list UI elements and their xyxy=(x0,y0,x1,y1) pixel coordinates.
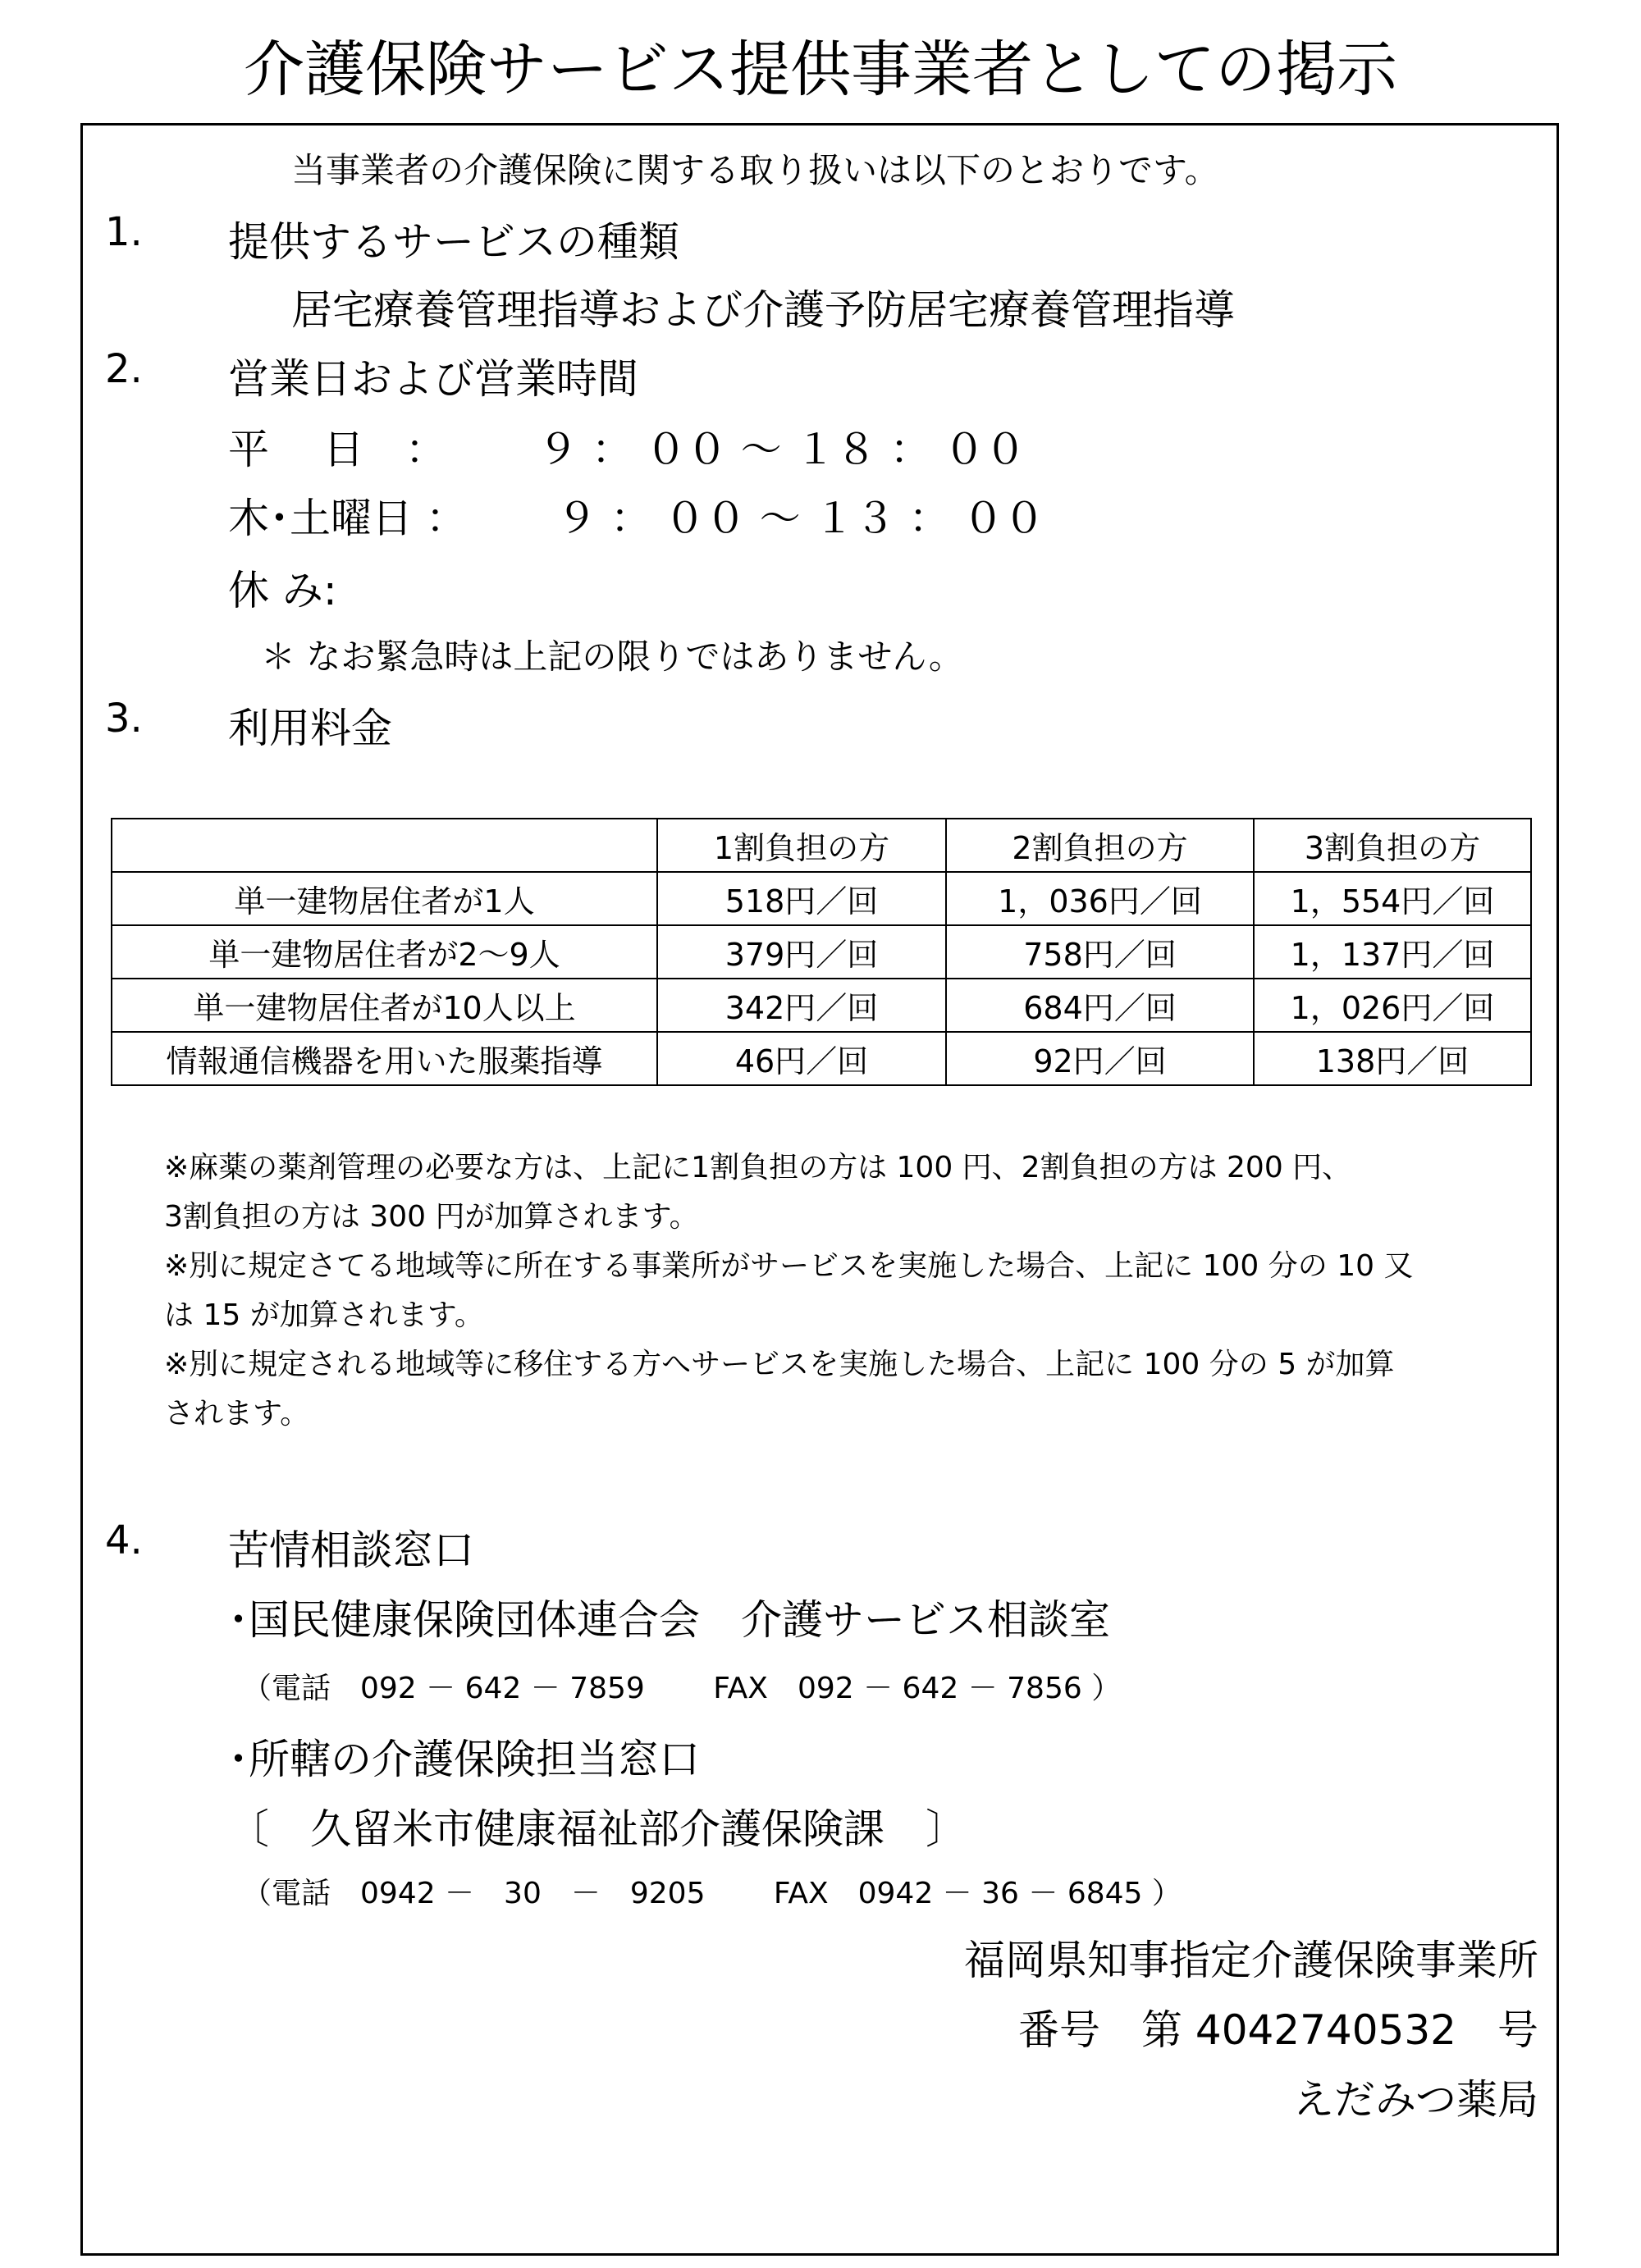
table-cell: 単一建物居住者が2～9人 xyxy=(112,925,657,979)
section3-number: 3. xyxy=(105,696,143,742)
table-header-cell xyxy=(112,819,657,872)
weekday-hours: ９ ： ００ ～ １８ ： ００ xyxy=(537,426,1026,473)
thu-sat-hours: ９ ： ００ ～ １３ ： ００ xyxy=(556,495,1045,542)
table-cell: 46円／回 xyxy=(657,1032,946,1085)
table-cell: 684円／回 xyxy=(946,979,1254,1032)
holiday-label: 休 み: xyxy=(228,567,337,614)
table-row xyxy=(112,925,1531,979)
table-row xyxy=(112,979,1531,1032)
section4-number: 4. xyxy=(105,1517,143,1563)
org1-name: ･国民健康保険団体連合会 介護サービス相談室 xyxy=(228,1596,1110,1644)
org2-office: 〔 久留米市健康福祉部介護保険課 〕 xyxy=(228,1805,967,1853)
table-cell: 758円／回 xyxy=(946,925,1254,979)
section1-heading: 提供するサービスの種類 xyxy=(228,218,679,266)
section1-content: 居宅療養管理指導および介護予防居宅療養管理指導 xyxy=(291,286,1235,334)
section2-heading: 営業日および営業時間 xyxy=(228,355,638,403)
table-cell: 342円／回 xyxy=(657,979,946,1032)
table-cell: 518円／回 xyxy=(657,872,946,925)
designation-text: 福岡県知事指定介護保険事業所 xyxy=(964,1937,1538,1984)
table-cell: 1，554円／回 xyxy=(1254,872,1531,925)
org2-name: ･所轄の介護保険担当窓口 xyxy=(228,1736,700,1783)
fee-note-line: ※別に規定される地域等に移住する方へサービスを実施した場合、上記に 100 分の 5 が加算 xyxy=(164,1348,1395,1381)
table-header-cell: 3割負担の方 xyxy=(1254,819,1531,872)
table-cell: 1，026円／回 xyxy=(1254,979,1531,1032)
weekday-label: 平 日 ： xyxy=(228,426,446,473)
fee-note-line: されます。 xyxy=(164,1397,310,1431)
org1-contact: （電話 092 － 642 － 7859 FAX 092 － 642 － 7856 ） xyxy=(242,1672,1122,1705)
fee-note-line: ※麻薬の薬剤管理の必要な方は、上記に1割負担の方は 100 円、2割負担の方は 200 円、 xyxy=(164,1151,1352,1184)
section2-number: 2. xyxy=(105,346,143,392)
table-row xyxy=(112,1032,1531,1085)
table-cell: 379円／回 xyxy=(657,925,946,979)
table-cell: 138円／回 xyxy=(1254,1032,1531,1085)
intro-text: 当事業者の介護保険に関する取り扱いは以下のとおりです。 xyxy=(291,150,1219,190)
fee-note-line: ※別に規定さてる地域等に所在する事業所がサービスを実施した場合、上記に 100 分の 10 又 xyxy=(164,1249,1414,1283)
table-cell: 単一建物居住者が10人以上 xyxy=(112,979,657,1032)
emergency-note: ＊ なお緊急時は上記の限りではありません。 xyxy=(261,637,963,677)
table-header-cell: 2割負担の方 xyxy=(946,819,1254,872)
page-title: 介護保険サービス提供事業者としての掲示 xyxy=(244,34,1397,105)
section1-number: 1. xyxy=(105,209,143,255)
table-cell: 1，036円／回 xyxy=(946,872,1254,925)
table-cell: 情報通信機器を用いた服薬指導 xyxy=(112,1032,657,1085)
section3-heading: 利用料金 xyxy=(228,705,392,752)
table-row xyxy=(112,872,1531,925)
registration-number: 番号 第 4042740532 号 xyxy=(1017,2006,1538,2054)
table-cell: 単一建物居住者が1人 xyxy=(112,872,657,925)
table-header-row xyxy=(112,819,1531,872)
org2-contact: （電話 0942 － 30 － 9205 FAX 0942 － 36 － 6845 ） xyxy=(242,1877,1182,1910)
section4-heading: 苦情相談窓口 xyxy=(228,1526,474,1574)
fee-note-line: 3割負担の方は 300 円が加算されます。 xyxy=(164,1200,699,1234)
table-cell: 1，137円／回 xyxy=(1254,925,1531,979)
pharmacy-name: えだみつ薬局 xyxy=(1293,2076,1538,2124)
thu-sat-label: 木･土曜日 ： xyxy=(228,495,467,542)
table-cell: 92円／回 xyxy=(946,1032,1254,1085)
table-header-cell: 1割負担の方 xyxy=(657,819,946,872)
fee-note-line: は 15 が加算されます。 xyxy=(164,1298,484,1332)
fee-table xyxy=(111,818,1532,1086)
